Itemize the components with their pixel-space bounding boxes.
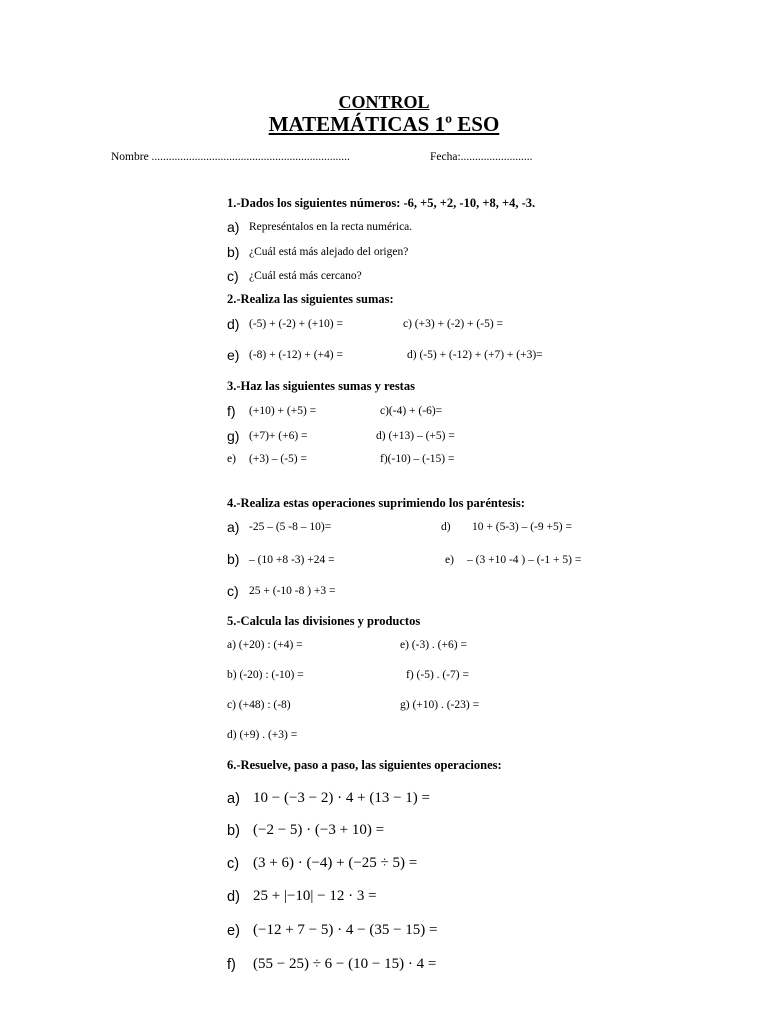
q4-left-expression: -25 – (5 -8 – 10)= [249, 521, 332, 533]
q3-left-expression: (+3) – (-5) = [249, 453, 307, 465]
q1-item-label: a) [227, 219, 240, 235]
q2-row-label: d) [227, 316, 240, 332]
q5-right-expression: f) (-5) . (-7) = [406, 669, 469, 681]
q4-right-label: e) [445, 554, 454, 566]
q1-item-text: Represéntalos en la recta numérica. [249, 221, 413, 233]
date-field: Fecha:......................... [430, 151, 533, 163]
q4-right-label: d) [441, 521, 451, 533]
q2-left-expression: (-5) + (-2) + (+10) = [249, 318, 343, 330]
question-3-title: 3.-Haz las siguientes sumas y restas [227, 379, 415, 393]
q2-left-expression: (-8) + (-12) + (+4) = [249, 349, 343, 361]
control-heading: CONTROL [338, 92, 430, 112]
q2-right-expression: c) (+3) + (-2) + (-5) = [403, 318, 504, 330]
q6-row-label: c) [227, 856, 240, 872]
q3-row-label: f) [227, 403, 236, 419]
q6-expression: 10 − (−3 − 2) · 4 + (13 − 1) = [253, 790, 430, 806]
q3-right-expression: f)(-10) – (-15) = [380, 453, 455, 465]
q4-row-label: b) [227, 551, 240, 567]
q6-row-label: d) [227, 889, 240, 905]
q5-left-expression: b) (-20) : (-10) = [227, 669, 304, 681]
q3-row-label: g) [227, 428, 240, 444]
q6-expression: (55 − 25) ÷ 6 − (10 − 15) · 4 = [253, 956, 437, 972]
q1-item-label: b) [227, 244, 240, 260]
question-6-title: 6.-Resuelve, paso a paso, las siguientes operaciones: [227, 758, 502, 772]
q6-row-label: a) [227, 791, 240, 807]
q4-right-expression: 10 + (5-3) – (-9 +5) = [472, 521, 572, 533]
question-1-title: 1.-Dados los siguientes números: -6, +5, +2, -10, +8, +4, -3. [227, 196, 536, 210]
q4-left-expression: – (10 +8 -3) +24 = [249, 554, 335, 566]
q6-expression: (−12 + 7 − 5) · 4 − (35 − 15) = [253, 922, 438, 938]
q3-row-label: e) [227, 453, 236, 465]
q4-left-expression: 25 + (-10 -8 ) +3 = [249, 585, 336, 597]
q3-left-expression: (+7)+ (+6) = [249, 430, 308, 442]
q1-item-text: ¿Cuál está más alejado del origen? [249, 246, 409, 258]
question-5-title: 5.-Calcula las divisiones y productos [227, 614, 421, 628]
question-4-title: 4.-Realiza estas operaciones suprimiendo los paréntesis: [227, 496, 525, 510]
q1-item-text: ¿Cuál está más cercano? [249, 270, 362, 282]
q3-right-expression: d) (+13) – (+5) = [376, 430, 455, 442]
q6-expression: (3 + 6) · (−4) + (−25 ÷ 5) = [253, 855, 418, 871]
q3-left-expression: (+10) + (+5) = [249, 405, 317, 417]
q5-right-expression: e) (-3) . (+6) = [400, 639, 467, 651]
q4-row-label: a) [227, 519, 240, 535]
q3-right-expression: c)(-4) + (-6)= [380, 405, 443, 417]
q6-row-label: b) [227, 823, 240, 839]
q6-expression: (−2 − 5) · (−3 + 10) = [253, 822, 385, 838]
question-2-title: 2.-Realiza las siguientes sumas: [227, 292, 394, 306]
q2-right-expression: d) (-5) + (-12) + (+7) + (+3)= [407, 349, 543, 361]
q5-left-expression: a) (+20) : (+4) = [227, 639, 303, 651]
subject-heading: MATEMÁTICAS 1º ESO [268, 112, 500, 136]
q4-right-expression: – (3 +10 -4 ) – (-1 + 5) = [467, 554, 582, 566]
q5-left-expression: d) (+9) . (+3) = [227, 729, 298, 741]
name-field: Nombre ..................................................................... [111, 151, 350, 163]
q1-item-label: c) [227, 268, 239, 284]
q4-row-label: c) [227, 583, 239, 599]
q5-left-expression: c) (+48) : (-8) [227, 699, 291, 711]
q6-row-label: e) [227, 923, 240, 939]
q5-right-expression: g) (+10) . (-23) = [400, 699, 480, 711]
q6-expression: 25 + |−10| − 12 · 3 = [253, 888, 377, 904]
q2-row-label: e) [227, 347, 240, 363]
q6-row-label: f) [227, 957, 236, 973]
